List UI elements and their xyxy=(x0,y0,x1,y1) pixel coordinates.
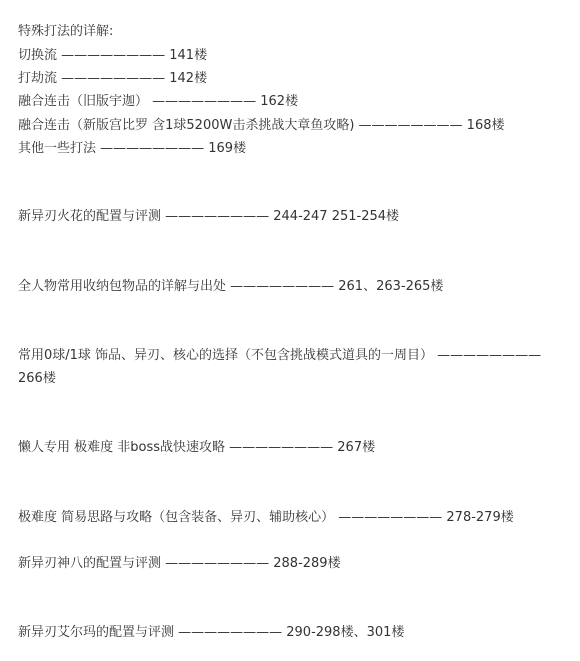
section-heading: 特殊打法的详解: xyxy=(18,24,114,39)
text-line-new-blade-spark: 新异刃火花的配置与评测 ———————— 244-247 251-254楼 xyxy=(18,209,400,224)
text-line-new-blade-elma: 新异刃艾尔玛的配置与评测 ———————— 290-298楼、301楼 xyxy=(18,625,405,640)
text-line-pouch-items: 全人物常用收纳包物品的详解与出处 ———————— 261、263-265楼 xyxy=(18,279,444,294)
text-line-switch-style: 切换流 ———————— 141楼 xyxy=(18,48,208,63)
text-line-0-1-orb-selection: 常用0球/1球 饰品、异刃、核心的选择（不包含挑战模式道具的一周目） ———————— 266楼 xyxy=(18,348,542,386)
text-line-new-blade-kos-mos: 新异刃神八的配置与评测 ———————— 288-289楼 xyxy=(18,556,341,571)
text-line-fusion-old: 融合连击（旧版宇迦） ———————— 162楼 xyxy=(18,94,299,109)
text-line-lazy-guide: 懒人专用 极难度 非boss战快速攻略 ———————— 267楼 xyxy=(18,440,376,455)
text-line-fusion-new: 融合连击（新版宫比罗 含1球5200W击杀挑战大章鱼攻略) ———————— 168楼 xyxy=(18,118,505,133)
text-line-other-styles: 其他一些打法 ———————— 169楼 xyxy=(18,141,247,156)
text-line-rob-style: 打劫流 ———————— 142楼 xyxy=(18,71,208,86)
text-line-hard-mode-guide: 极难度 简易思路与攻略（包含装备、异刃、辅助核心） ———————— 278-279楼 xyxy=(18,510,514,525)
